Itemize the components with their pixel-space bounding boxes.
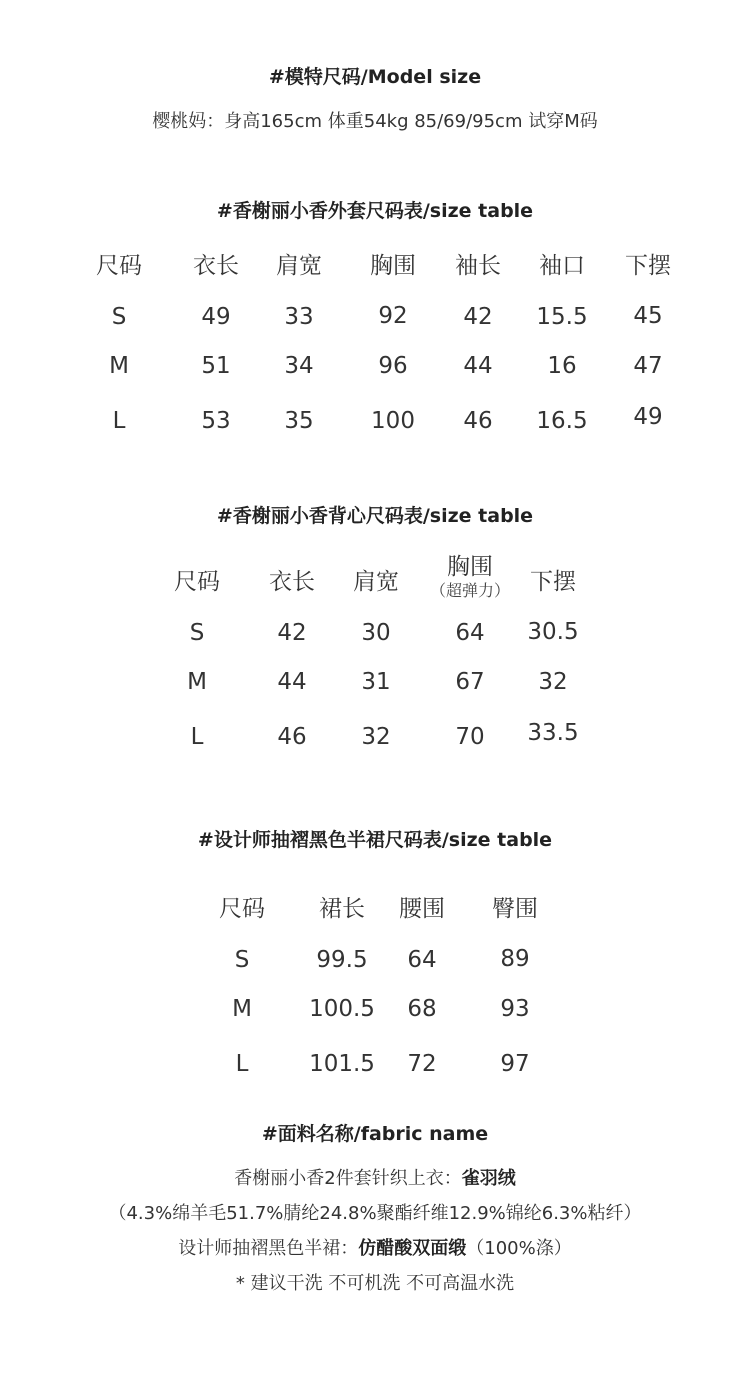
fabric-skirt-composition: （100%涤） [466,1238,572,1259]
jacket-cell: 47 [633,353,663,379]
vest-cell: S [189,620,205,646]
jacket-header-cell: 衣长 [193,253,239,279]
jacket-header-cell: 袖口 [539,253,585,279]
vest-cell: 64 [455,620,485,646]
vest-cell: L [190,724,204,750]
skirt-header-cell: 尺码 [219,896,265,922]
skirt-cell: 68 [407,996,437,1022]
skirt-cell: 89 [500,946,530,972]
jacket-cell: 35 [284,408,314,434]
jacket-cell: 45 [633,303,663,329]
vest-cell: 67 [455,669,485,695]
vest-cell: 33.5 [527,720,579,746]
skirt-cell: 97 [500,1051,530,1077]
fabric-top-label: 香榭丽小香2件套针织上衣： [234,1168,462,1189]
vest-header-note: （超弹力） [429,581,510,600]
vest-header-cell: 衣长 [269,569,315,595]
vest-cell: 30 [361,620,391,646]
skirt-cell: 64 [407,947,437,973]
jacket-cell: 53 [201,408,231,434]
vest-cell: 46 [277,724,307,750]
jacket-cell: S [111,304,127,330]
jacket-header-cell: 袖长 [455,253,501,279]
jacket-cell: 49 [633,404,663,430]
jacket-cell: 92 [378,303,408,329]
vest-cell: 42 [277,620,307,646]
jacket-cell: 34 [284,353,314,379]
jacket-header-cell: 尺码 [96,253,142,279]
vest-cell: 32 [538,669,568,695]
vest-table-heading: #香榭丽小香背心尺码表/size table [216,505,534,527]
skirt-header-cell: 臀围 [492,896,538,922]
fabric-composition-line: （4.3%绵羊毛51.7%腈纶24.8%聚酯纤维12.9%锦纶6.3%粘纤） [108,1203,642,1224]
skirt-table-heading: #设计师抽褶黑色半裙尺码表/size table [197,829,553,851]
jacket-cell: 33 [284,304,314,330]
skirt-header-cell: 腰围 [399,896,445,922]
skirt-header-cell: 裙长 [319,896,365,922]
jacket-cell: L [112,408,126,434]
skirt-cell: S [234,947,250,973]
fabric-top-material: 雀羽绒 [461,1168,516,1189]
jacket-cell: 15.5 [536,304,588,330]
jacket-cell: M [109,353,129,379]
jacket-header-cell: 下摆 [625,253,671,279]
fabric-skirt-label: 设计师抽褶黑色半裙： [178,1238,359,1259]
fabric-skirt-material: 仿醋酸双面缎 [358,1238,467,1259]
vest-cell: 32 [361,724,391,750]
vest-header-cell: 肩宽 [353,569,399,595]
jacket-cell: 100 [371,408,415,434]
jacket-cell: 46 [463,408,493,434]
skirt-cell: 72 [407,1051,437,1077]
skirt-cell: L [235,1051,249,1077]
skirt-cell: 99.5 [316,947,368,973]
jacket-cell: 16 [547,353,577,379]
fabric-top-line [0,1164,750,1190]
vest-cell: M [187,669,207,695]
jacket-header-cell: 肩宽 [276,253,322,279]
vest-header-cell: 下摆 [530,569,576,595]
vest-cell: 31 [361,669,391,695]
vest-header-cell: 胸围 [447,554,493,580]
skirt-cell: 93 [500,996,530,1022]
jacket-cell: 44 [463,353,493,379]
jacket-cell: 51 [201,353,231,379]
jacket-cell: 42 [463,304,493,330]
jacket-table-heading: #香榭丽小香外套尺码表/size table [216,200,534,222]
vest-cell: 44 [277,669,307,695]
skirt-cell: 100.5 [309,996,375,1022]
jacket-cell: 16.5 [536,408,588,434]
fabric-heading: #面料名称/fabric name [261,1123,489,1145]
model-size-info: 樱桃妈：身高165cm 体重54kg 85/69/95cm 试穿M码 [152,111,598,132]
jacket-cell: 49 [201,304,231,330]
vest-cell: 30.5 [527,619,579,645]
care-instructions: * 建议干洗 不可机洗 不可高温水洗 [235,1273,515,1294]
skirt-cell: 101.5 [309,1051,375,1077]
vest-header-cell: 尺码 [174,569,220,595]
jacket-cell: 96 [378,353,408,379]
model-size-heading: #模特尺码/Model size [268,66,482,88]
jacket-header-cell: 胸围 [370,253,416,279]
vest-cell: 70 [455,724,485,750]
skirt-cell: M [232,996,252,1022]
fabric-skirt-line [0,1234,750,1260]
